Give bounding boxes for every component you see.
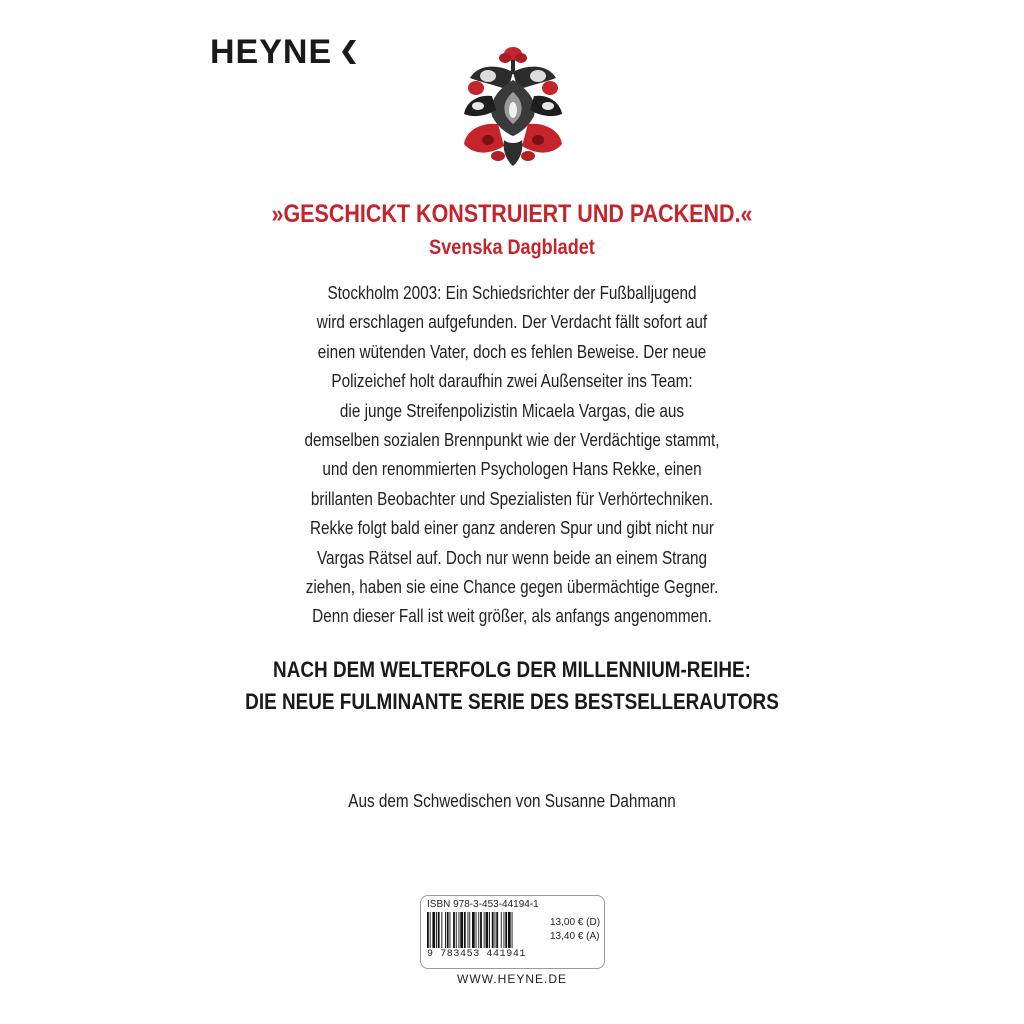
barcode-bar [441,912,442,948]
review-quote-source: Svenska Dagbladet [429,236,595,259]
blurb-line: brillanten Beobachter und Spezialisten für Verhörtechniken. [310,488,714,509]
translator-credit: Aus dem Schwedischen von Susanne Dahmann [348,791,676,811]
barcode-bar [505,912,507,948]
barcode-bars [427,912,545,948]
blurb-line: die junge Streifenpolizistin Micaela Vargas, die aus [339,400,685,421]
barcode-bar [501,912,502,948]
barcode-bar [480,912,482,948]
publisher-website: WWW.HEYNE.DE [457,972,567,986]
barcode-bar [476,912,477,948]
blurb-line: und den renommierten Psychologen Hans Rekke, einen [322,459,702,480]
barcode-bar [472,912,475,948]
inkblot-emblem [458,44,568,168]
barcode-bar [447,912,449,948]
barcode-bar [432,912,435,948]
blurb-line: demselben sozialen Brennpunkt wie der Verdächtige stammt, [304,430,720,451]
barcode-bar [460,912,463,948]
barcode-digits: 9 783453 441941 [427,949,527,960]
barcode-bar [450,912,451,948]
review-quote: »GESCHICKT KONSTRUIERT UND PACKEND.« [271,200,753,228]
tagline-line-2: DIE NEUE FULMINANTE SERIE DES BESTSELLERAUTORS [245,689,779,714]
publisher-logo-text: HEYNE [210,33,333,71]
blurb-line: Denn dieser Fall ist weit größer, als anfangs angenommen. [312,606,712,627]
blurb-line: ziehen, haben sie eine Chance gegen übermächtige Gegner. [305,577,719,598]
barcode-box [420,895,605,969]
blurb-line: Vargas Rätsel auf. Doch nur wenn beide an einem Strang [316,547,708,568]
barcode-bar [486,912,489,948]
barcode-bar [436,912,437,948]
barcode-bar [459,912,460,948]
price-germany: 13,00 € (D) [550,917,601,928]
barcode-bar [464,912,466,948]
barcode-bar [445,912,446,948]
book-blurb [77,279,947,632]
tagline-line-1: NACH DEM WELTERFOLG DER MILLENNIUM-REIHE: [273,657,751,682]
barcode-bar [512,912,513,948]
blurb-line: wird erschlagen aufgefunden. Der Verdacht fällt sofort auf [316,312,708,333]
blurb-line: einen wütenden Vater, doch es fehlen Beweise. Der neue [317,341,707,362]
barcode-bar [489,912,490,948]
series-tagline [72,654,953,718]
barcode-bar [468,912,469,948]
barcode-bar [504,912,505,948]
barcode-bar [478,912,479,948]
barcode-bar [469,912,470,948]
barcode-bar [456,912,457,948]
blurb-line: Stockholm 2003: Ein Schiedsrichter der Fußballjugend [327,283,697,303]
barcode-bar [453,912,455,948]
barcode-bar [427,912,429,948]
blurb-line: Rekke folgt bald einer ganz anderen Spur und gibt nicht nur [309,518,715,539]
barcode-bar [508,912,511,948]
barcode-bar [495,912,496,948]
chevron-left-icon [340,38,358,66]
isbn-text: ISBN 978-3-453-44194-1 [427,899,539,910]
price-austria: 13,40 € (A) [550,931,600,942]
barcode-bar [492,912,494,948]
barcode-bar [438,912,440,948]
barcode-bar [496,912,498,948]
barcode-bar [484,912,485,948]
publisher-logo [210,32,358,72]
barcode-bar [430,912,431,948]
blurb-line: Polizeichef holt daraufhin zwei Außenseiter ins Team: [331,371,693,392]
